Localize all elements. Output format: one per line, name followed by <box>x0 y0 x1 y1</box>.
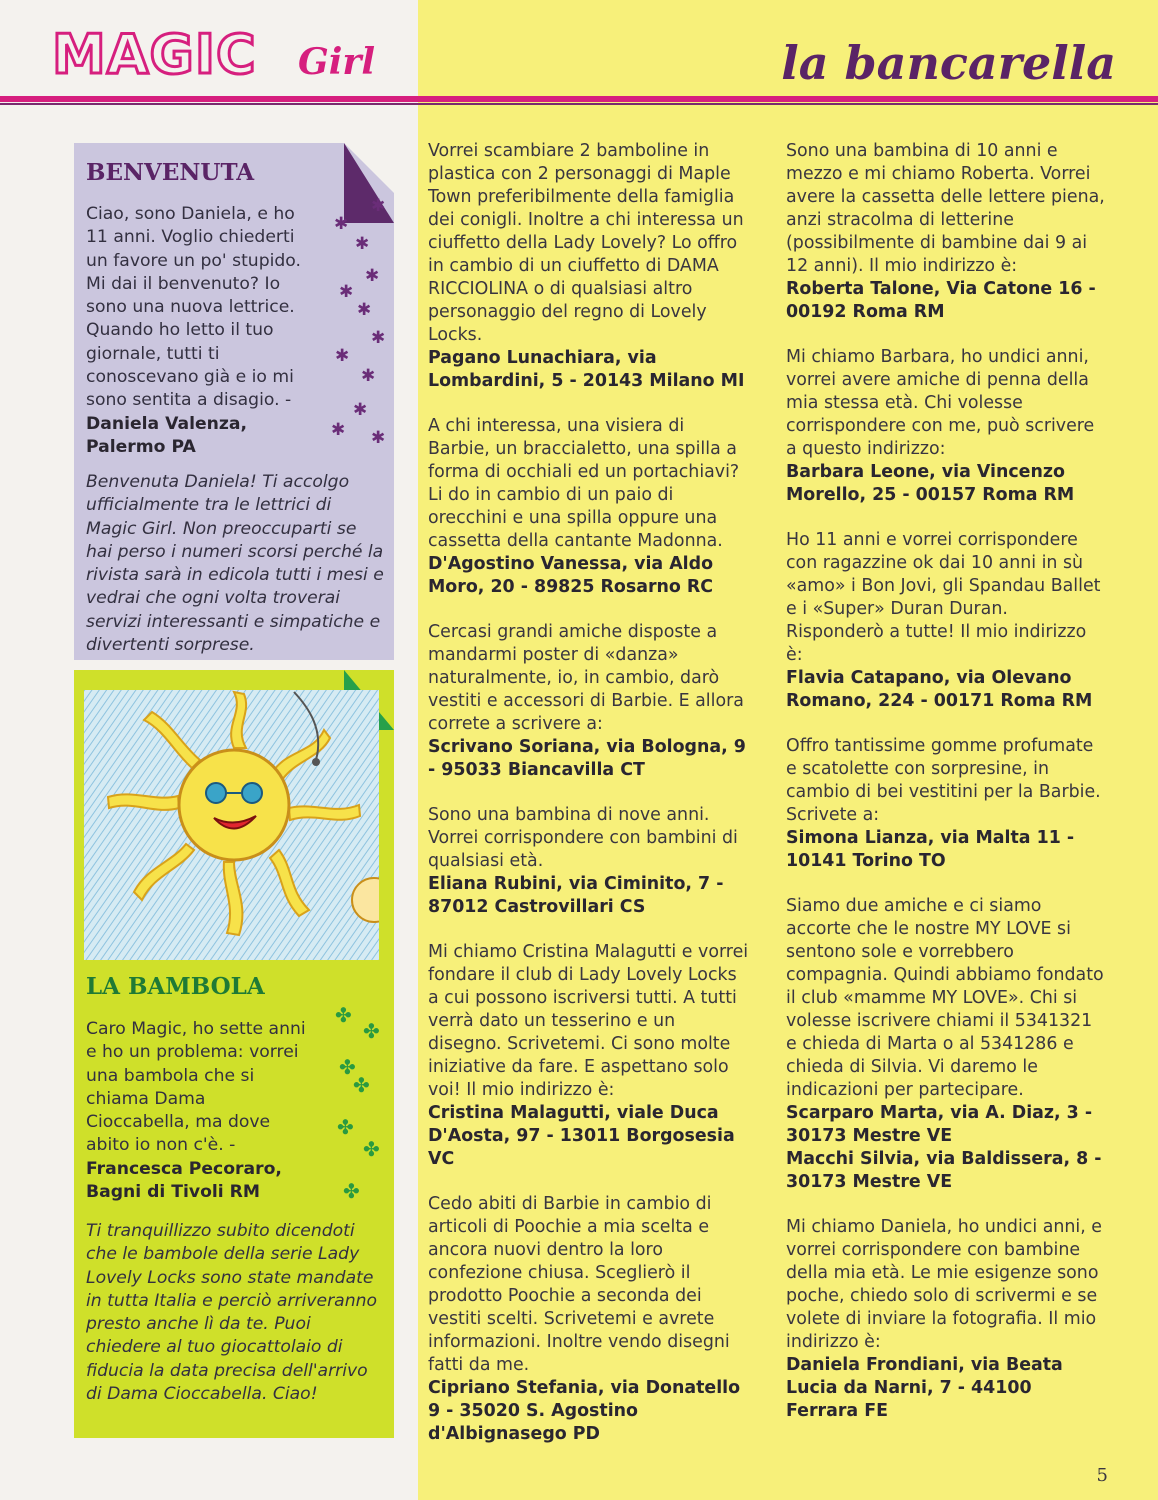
page-number: 5 <box>1096 1465 1108 1486</box>
ad-entry <box>428 415 750 599</box>
ad-text: Cercasi grandi amiche disposte a mandarmi poster di «danza» naturalmente, io, in cambio, darò vestiti e accessori di Barbie. E allora correte a scrivere a: <box>428 622 744 734</box>
doll-letter-text: Caro Magic, ho sette anni e ho un problema: vorrei una bambola che si chiama Dama Cioccabella, ma dove abito io non c'è. - <box>86 1019 306 1156</box>
ad-entry <box>786 895 1108 1194</box>
star-icon: ✱ <box>371 196 386 216</box>
header-rule-thin <box>0 103 1158 105</box>
ad-address: Roberta Talone, Via Catone 16 - 00192 Roma RM <box>786 279 1096 322</box>
star-icon: ✱ <box>335 346 350 366</box>
ad-text: Vorrei scambiare 2 bamboline in plastica con 2 personaggi di Maple Town preferibilmente della famiglia dei conigli. Inoltre a chi interessa un ciuffetto della Lady Lovely? Lo offro in cambio di un ciuffetto di DAMA RICCIOLINA o di qualsiasi altro personaggio del regno di Lovely Locks. <box>428 141 744 345</box>
ad-address: Pagano Lunachiara, via Lombardini, 5 - 20143 Milano MI <box>428 348 745 391</box>
star-icon: ✱ <box>357 300 372 320</box>
star-icon: ✤ <box>363 1019 380 1043</box>
star-icon: ✱ <box>353 400 368 420</box>
welcome-box <box>74 143 394 660</box>
star-icon: ✤ <box>353 1073 370 1097</box>
ad-address: Cristina Malagutti, viale Duca D'Aosta, 97 - 13011 Borgosesia VC <box>428 1103 735 1169</box>
ad-text: Mi chiamo Barbara, ho undici anni, vorrei avere amiche di penna della mia stessa età. Chi volesse corrispondere con me, può scrivere a questo indirizzo: <box>786 347 1095 459</box>
welcome-letter-text: Ciao, sono Daniela, e ho 11 anni. Voglio chiederti un favore un po' stupido. Mi dai il benvenuto? Io sono una nuova lettrice. Quando ho letto il tuo giornale, tutti ti conoscevano già e io mi sono sentita a disagio. - <box>86 204 301 411</box>
doll-letter <box>86 1018 314 1204</box>
ad-address: Simona Lianza, via Malta 11 - 10141 Torino TO <box>786 828 1075 871</box>
star-icon: ✱ <box>365 266 380 286</box>
doll-reply-text: Ti tranquillizzo subito dicendoti che le bambole della serie Lady Lovely Locks sono state mandate in tutta Italia e perciò arriveranno presto anche lì da te. Puoi chiedere al tuo giocattolaio di fiducia la data precisa dell'arrivo di Dama Cioccabella. Ciao! <box>86 1221 378 1405</box>
star-icon: ✱ <box>339 282 354 302</box>
doll-title: LA BAMBOLA <box>86 973 265 1000</box>
ad-entry <box>428 1193 750 1446</box>
ad-entry <box>428 621 750 782</box>
ad-address: Scrivano Soriana, via Bologna, 9 - 95033 Biancavilla CT <box>428 737 746 780</box>
welcome-title: BENVENUTA <box>86 159 255 186</box>
star-icon: ✱ <box>371 328 386 348</box>
ad-entry <box>786 346 1108 507</box>
ad-text: Mi chiamo Daniela, ho undici anni, e vorrei corrispondere con bambine della mia età. Le mie esigenze sono poche, chiedo solo di scrivermi e se volete di inviare la fotografia. Il mio indirizzo è: <box>786 1217 1103 1352</box>
doll-signature: Francesca Pecoraro, Bagni di Tivoli RM <box>86 1158 282 1203</box>
ad-entry <box>786 529 1108 713</box>
star-icon: ✱ <box>371 428 386 448</box>
ad-text: Offro tantissime gomme profumate e scatolette con sorpresine, in cambio di bei vestitini per la Barbie. Scrivete a: <box>786 736 1101 825</box>
magazine-logo-sub: Girl <box>298 41 376 83</box>
child-drawing-sun <box>84 690 379 960</box>
star-icon: ✤ <box>337 1115 354 1139</box>
ad-address: D'Agostino Vanessa, via Aldo Moro, 20 - 89825 Rosarno RC <box>428 554 714 597</box>
star-icon: ✤ <box>339 1055 356 1079</box>
ad-address: Macchi Silvia, via Baldissera, 8 - 30173 Mestre VE <box>786 1149 1102 1192</box>
magazine-logo: MAGIC <box>52 23 257 86</box>
ad-text: Mi chiamo Cristina Malagutti e vorrei fondare il club di Lady Lovely Locks a cui possono iscriversi tutti. A tutti verrà dato un tesserino e un disegno. Scrivetemi. Ci sono molte iniziative da fare. E aspettano solo voi! Il mio indirizzo è: <box>428 942 749 1100</box>
ad-entry <box>786 1216 1108 1423</box>
welcome-signature: Daniela Valenza, Palermo PA <box>86 413 247 457</box>
ad-entry <box>786 735 1108 873</box>
ad-address: Flavia Catapano, via Olevano Romano, 224 - 00171 Roma RM <box>786 668 1093 711</box>
star-icon: ✤ <box>335 1003 352 1027</box>
ad-text: Sono una bambina di 10 anni e mezzo e mi chiamo Roberta. Vorrei avere la cassetta delle lettere piena, anzi stracolma di letterine (possibilmente di bambine dai 9 ai 12 anni). Il mio indirizzo è: <box>786 141 1105 276</box>
ad-address: Scarparo Marta, via A. Diaz, 3 - 30173 Mestre VE <box>786 1103 1093 1146</box>
star-icon: ✱ <box>361 366 376 386</box>
ad-address: Cipriano Stefania, via Donatello 9 - 35020 S. Agostino d'Albignasego PD <box>428 1378 741 1444</box>
ad-address: Barbara Leone, via Vincenzo Morello, 25 - 00157 Roma RM <box>786 462 1075 505</box>
star-icon: ✱ <box>331 420 346 440</box>
section-title: la bancarella <box>781 36 1116 90</box>
welcome-reply <box>86 471 386 657</box>
ad-address: Eliana Rubini, via Ciminito, 7 - 87012 Castrovillari CS <box>428 874 724 917</box>
ads-column-right <box>786 140 1108 1445</box>
header-rule <box>0 96 1158 102</box>
ad-text: Sono una bambina di nove anni. Vorrei corrispondere con bambini di qualsiasi età. <box>428 805 738 871</box>
ad-text: A chi interessa, una visiera di Barbie, un braccialetto, una spilla a forma di occhiali ed un portachiavi? Li do in cambio di un paio di orecchini e una spilla oppure una cassetta della cantante Madonna. <box>428 416 740 551</box>
doll-reply <box>86 1220 386 1406</box>
ad-address: Daniela Frondiani, via Beata Lucia da Narni, 7 - 44100 Ferrara FE <box>786 1355 1063 1421</box>
ad-text: Siamo due amiche e ci siamo accorte che le nostre MY LOVE si sentono sole e vorrebbero compagnia. Quindi abbiamo fondato il club «mamme MY LOVE». Chi si volesse iscrivere chiami il 5341321 e chieda di Marta o al 5341286 e chieda di Silvia. Vi daremo le indicazioni per partecipare. <box>786 896 1104 1100</box>
ads-column-middle <box>428 140 750 1468</box>
star-icon: ✱ <box>355 234 370 254</box>
star-icon: ✤ <box>343 1179 360 1203</box>
purple-stars-decoration <box>329 198 389 458</box>
welcome-reply-text: Benvenuta Daniela! Ti accolgo ufficialmente tra le lettrici di Magic Girl. Non preoccuparti se hai perso i numeri scorsi perché la rivista sarà in edicola tutti i mesi e vedrai che ogni volta troverai servizi interessanti e simpatiche e divertenti sorprese. <box>86 472 384 656</box>
welcome-letter <box>86 203 314 459</box>
doll-box <box>74 670 394 1438</box>
green-stars-decoration <box>329 1005 389 1205</box>
ad-entry <box>786 140 1108 324</box>
ad-entry <box>428 140 750 393</box>
star-icon: ✤ <box>363 1137 380 1161</box>
ad-entry <box>428 804 750 919</box>
ad-text: Cedo abiti di Barbie in cambio di articoli di Poochie a mia scelta e ancora nuovi dentro la loro confezione chiusa. Sceglierò il prodotto Poochie a seconda dei vestiti scelti. Scrivetemi e avrete informazioni. Inoltre vendo disegni fatti da me. <box>428 1194 730 1375</box>
sun-drawing-illustration <box>84 690 379 960</box>
ad-text: Ho 11 anni e vorrei corrispondere con ragazzine ok dai 10 anni in sù «amo» i Bon Jovi, gli Spandau Ballet e i «Super» Duran Duran. Risponderò a tutte! Il mio indirizzo è: <box>786 530 1101 665</box>
star-icon: ✱ <box>334 214 349 234</box>
ad-entry <box>428 941 750 1171</box>
